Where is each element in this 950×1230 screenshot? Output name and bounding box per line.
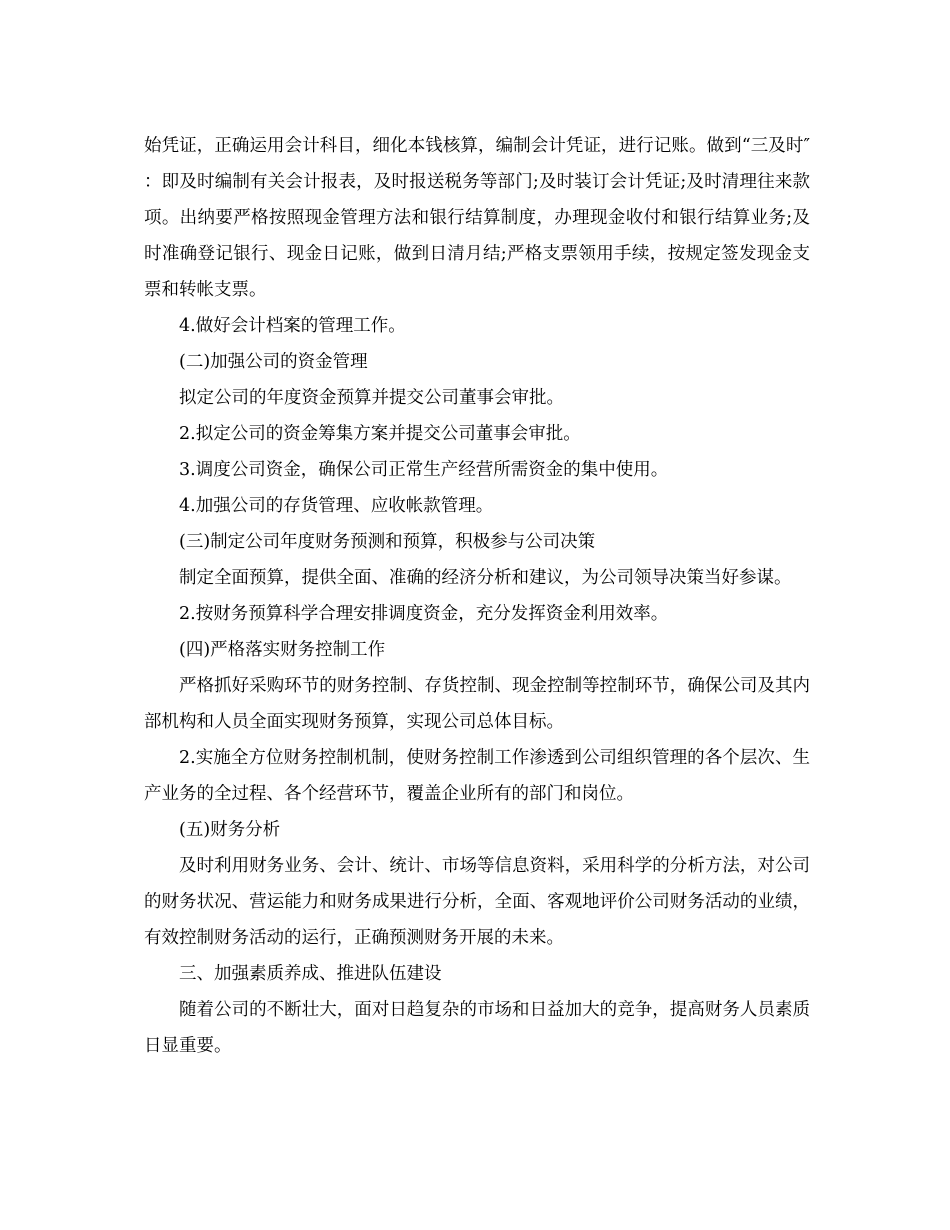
section-heading-team-building: 三、加强素质养成、推进队伍建设 [179, 964, 442, 984]
section-heading-forecast-budget: (三)制定公司年度财务预测和预算，积极参与公司决策 [179, 532, 596, 552]
paragraph-comprehensive-budget: 制定全面预算，提供全面、准确的经济分析和建议，为公司领导决策当好参谋。 [179, 568, 792, 588]
section-heading-financial-control: (四)严格落实财务控制工作 [179, 640, 386, 660]
paragraph-inventory-receivables: 4.加强公司的存货管理、应收帐款管理。 [179, 496, 494, 516]
paragraph-staff-quality: 随着公司的不断壮大，面对日趋复杂的市场和日益加大的竞争，提高财务人员素质日显重要。 [144, 1000, 810, 1056]
paragraph-budget-allocation: 2.按财务预算科学合理安排调度资金，充分发挥资金利用效率。 [179, 604, 669, 624]
document-body [144, 128, 810, 1064]
section-heading-fund-management: (二)加强公司的资金管理 [179, 352, 368, 372]
paragraph-annual-budget: 拟定公司的年度资金预算并提交公司董事会审批。 [179, 388, 564, 408]
section-heading-financial-analysis: (五)财务分析 [179, 820, 281, 840]
paragraph-continuation: 始凭证，正确运用会计科目，细化本钱核算，编制会计凭证，进行记账。做到“三及时″ ：即及时编制有关会计报表，及时报送税务等部门;及时装订会计凭证;及时清理往来款项。出纳要严格按照现金管理方法和银行结算制度，办理现金收付和银行结算业务;及时准确登记银行、现金日记账，做到日清月结;严格支票领用手续，按规定签发现金支票和转帐支票。 [144, 136, 810, 300]
paragraph-analysis-method: 及时利用财务业务、会计、统计、市场等信息资料，采用科学的分析方法，对公司的财务状况、营运能力和财务成果进行分析，全面、客观地评价公司财务活动的业绩，有效控制财务活动的运行，正确预测财务开展的未来。 [144, 856, 810, 948]
paragraph-fundraising-plan: 2.拟定公司的资金筹集方案并提交公司董事会审批。 [179, 424, 581, 444]
paragraph-procurement-control: 严格抓好采购环节的财务控制、存货控制、现金控制等控制环节，确保公司及其内部机构和人员全面实现财务预算，实现公司总体目标。 [144, 676, 810, 732]
paragraph-fund-dispatch: 3.调度公司资金，确保公司正常生产经营所需资金的集中使用。 [179, 460, 669, 480]
paragraph-archive-management: 4.做好会计档案的管理工作。 [179, 316, 406, 336]
paragraph-control-mechanism: 2.实施全方位财务控制机制，使财务控制工作渗透到公司组织管理的各个层次、生产业务的全过程、各个经营环节，覆盖企业所有的部门和岗位。 [144, 748, 810, 804]
